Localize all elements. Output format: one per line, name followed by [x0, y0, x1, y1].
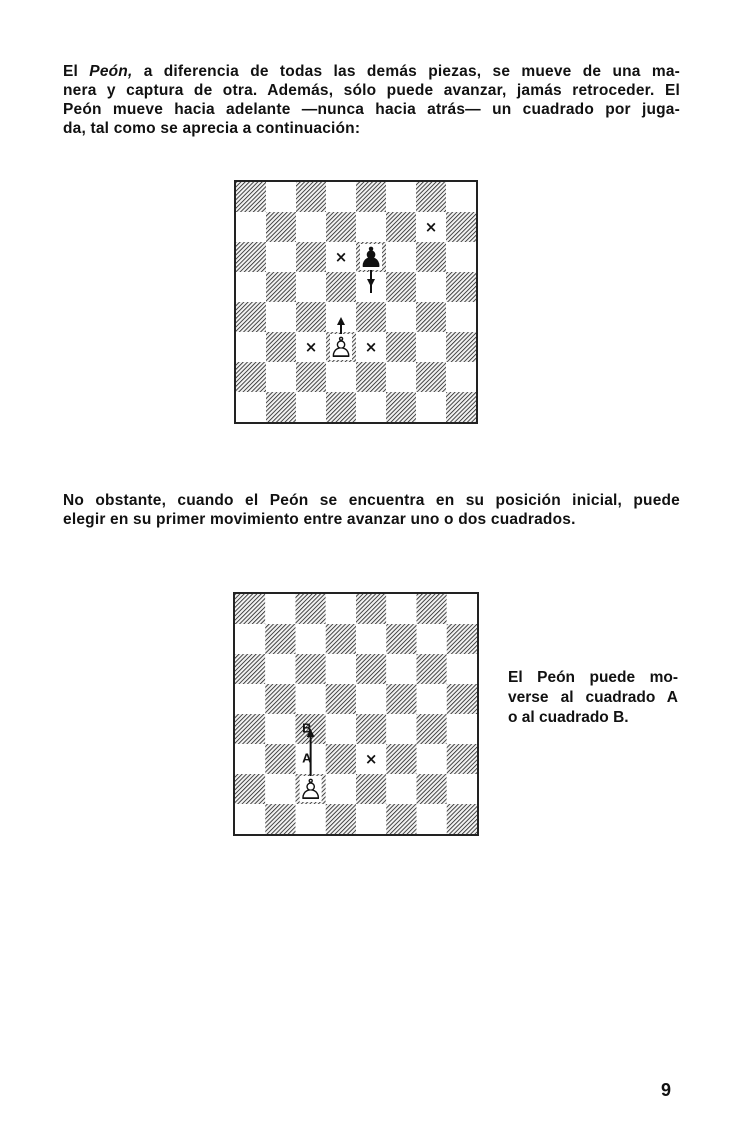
dark-square [326, 212, 356, 242]
light-square [235, 744, 265, 774]
dark-square [446, 332, 476, 362]
dark-square [416, 302, 446, 332]
dark-square [265, 684, 295, 714]
capture-mark: × [364, 750, 378, 768]
dark-square [386, 684, 416, 714]
light-square [236, 212, 266, 242]
dark-square [296, 362, 326, 392]
light-square [447, 774, 477, 804]
light-square [326, 774, 356, 804]
light-square [235, 684, 265, 714]
light-square [265, 594, 295, 624]
square-label-b: B [302, 720, 312, 736]
dark-square [417, 594, 447, 624]
light-square [386, 242, 416, 272]
paragraph-line: No obstante, cuando el Peón se encuentra en su posición inicial, puede [63, 492, 680, 509]
dark-square [326, 744, 356, 774]
dark-square [446, 272, 476, 302]
dark-square [386, 272, 416, 302]
light-square [326, 362, 356, 392]
dark-square [417, 774, 447, 804]
light-square [446, 182, 476, 212]
light-square [266, 182, 296, 212]
paragraph-line: elegir en su primer movimiento entre avanzar uno o dos cuadrados. [63, 511, 576, 528]
dark-square [416, 182, 446, 212]
dark-square [236, 362, 266, 392]
dark-square [356, 182, 386, 212]
light-square [296, 212, 326, 242]
caption-line: o al cuadrado B. [508, 709, 629, 726]
light-square [265, 774, 295, 804]
dark-square [356, 302, 386, 332]
light-square [265, 714, 295, 744]
chessboard-svg [235, 594, 477, 834]
dark-square [326, 272, 356, 302]
dark-square [356, 594, 386, 624]
light-square [326, 594, 356, 624]
dark-square [447, 684, 477, 714]
light-square [235, 624, 265, 654]
capture-mark: × [304, 338, 318, 356]
light-square [416, 332, 446, 362]
light-square [446, 302, 476, 332]
capture-mark: × [334, 248, 348, 266]
capture-mark: × [364, 338, 378, 356]
dark-square [416, 242, 446, 272]
dark-square [266, 392, 296, 422]
dark-square [296, 182, 326, 212]
dark-square [386, 804, 416, 834]
dark-square [447, 624, 477, 654]
caption-line: verse al cuadrado A [508, 689, 678, 706]
caption-line: El Peón puede mo- [508, 669, 678, 686]
dark-square [446, 212, 476, 242]
light-square [266, 242, 296, 272]
light-square [446, 242, 476, 272]
chessboard-diagram-1 [234, 180, 478, 424]
dark-square [235, 594, 265, 624]
paragraph-line: nera y captura de otra. Además, sólo puede avanzar, jamás retroceder. El [63, 82, 680, 99]
paragraph-line: da, tal como se aprecia a continuación: [63, 120, 361, 137]
dark-square [265, 624, 295, 654]
dark-square [447, 804, 477, 834]
dark-square [326, 684, 356, 714]
light-square [265, 654, 295, 684]
dark-square [235, 654, 265, 684]
dark-square [386, 744, 416, 774]
light-square [326, 654, 356, 684]
dark-square [236, 302, 266, 332]
dark-square [356, 714, 386, 744]
light-square [386, 774, 416, 804]
light-square [356, 624, 386, 654]
light-square [296, 624, 326, 654]
paragraph-line [63, 62, 680, 81]
light-square [326, 182, 356, 212]
light-square [417, 624, 447, 654]
dark-square [265, 744, 295, 774]
dark-square [266, 332, 296, 362]
light-square [447, 714, 477, 744]
dark-square [386, 332, 416, 362]
dark-square [446, 392, 476, 422]
dark-square [235, 774, 265, 804]
dark-square [266, 272, 296, 302]
light-square [296, 804, 326, 834]
square-label-a: A [302, 750, 312, 766]
dark-square [386, 624, 416, 654]
black-pawn-icon: ♟ [358, 241, 384, 274]
dark-square [296, 654, 326, 684]
emphasis-peon: Peón, [89, 63, 133, 80]
light-square [416, 392, 446, 422]
light-square [446, 362, 476, 392]
light-square [296, 392, 326, 422]
dark-square [356, 362, 386, 392]
page-number: 9 [661, 1080, 672, 1100]
dark-square [236, 242, 266, 272]
dark-square [447, 744, 477, 774]
dark-square [386, 392, 416, 422]
light-square [417, 804, 447, 834]
light-square [356, 684, 386, 714]
light-square [386, 302, 416, 332]
dark-square [356, 774, 386, 804]
dark-square [356, 654, 386, 684]
white-pawn-icon: ♙ [328, 331, 354, 364]
dark-square [235, 714, 265, 744]
light-square [447, 594, 477, 624]
light-square [236, 272, 266, 302]
dark-square [416, 362, 446, 392]
light-square [266, 302, 296, 332]
paragraph-pawn-movement [63, 62, 680, 138]
dark-square [386, 212, 416, 242]
light-square [386, 654, 416, 684]
light-square [417, 744, 447, 774]
light-square [326, 714, 356, 744]
light-square [416, 272, 446, 302]
text-fragment: El [63, 63, 90, 80]
light-square [386, 714, 416, 744]
white-pawn-icon: ♙ [298, 773, 324, 806]
paragraph-initial-move [63, 491, 680, 529]
dark-square [326, 624, 356, 654]
dark-square [417, 654, 447, 684]
light-square [447, 654, 477, 684]
paragraph-line: Peón mueve hacia adelante —nunca hacia atrás— un cuadrado por juga- [63, 101, 680, 118]
light-square [296, 272, 326, 302]
text-fragment: a diferencia de todas las demás piezas, se mueve de una ma- [132, 63, 680, 80]
light-square [296, 684, 326, 714]
chessboard-diagram-2 [233, 592, 479, 836]
light-square [356, 392, 386, 422]
light-square [235, 804, 265, 834]
dark-square [296, 302, 326, 332]
dark-square [296, 594, 326, 624]
light-square [386, 182, 416, 212]
light-square [386, 362, 416, 392]
dark-square [326, 804, 356, 834]
light-square [236, 332, 266, 362]
light-square [236, 392, 266, 422]
dark-square [236, 182, 266, 212]
diagram-caption [508, 668, 678, 728]
chessboard-svg [236, 182, 476, 422]
dark-square [296, 242, 326, 272]
light-square [356, 804, 386, 834]
light-square [386, 594, 416, 624]
capture-mark: × [424, 218, 438, 236]
dark-square [326, 392, 356, 422]
light-square [417, 684, 447, 714]
dark-square [417, 714, 447, 744]
light-square [356, 212, 386, 242]
dark-square [266, 212, 296, 242]
dark-square [265, 804, 295, 834]
light-square [266, 362, 296, 392]
